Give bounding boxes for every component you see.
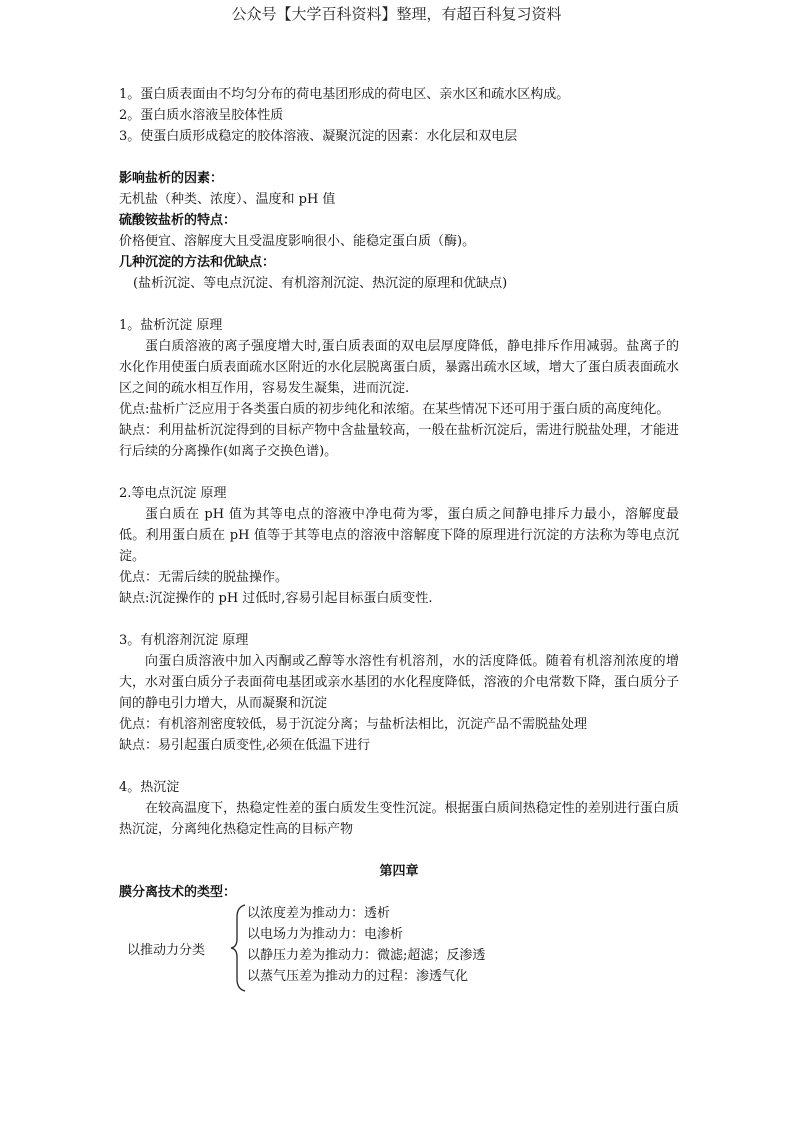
section-3-principle: 向蛋白质溶液中加入丙酮或乙醇等水溶性有机溶剂，水的活度降低。随着有机溶剂浓度的增大，水对蛋白质分子表面荷电基团或亲水基团的水化程度降低，溶液的介电常数下降，蛋白质分子间的静电引力增大，从而凝聚和沉淀 — [119, 654, 679, 711]
section-2-principle: 蛋白质在 pH 值为其等电点的溶液中净电荷为零，蛋白质之间静电排斥力最小，溶解度最低。利用蛋白质在 pH 值等于其等电点的溶液中溶解度下降的原理进行沉淀的方法称为等电点沉淀。 — [119, 507, 679, 564]
intro-point-2: 2。蛋白质水溶液呈胶体性质 — [119, 108, 284, 123]
chapter-title: 第四章 — [379, 864, 419, 879]
section-3-pros: 优点：有机溶剂密度较低，易于沉淀分离；与盐析法相比，沉淀产品不需脱盐处理 — [119, 717, 588, 732]
membrane-types-heading: 膜分离技术的类型： — [119, 885, 237, 900]
classification-item: 以电场力为推动力：电渗析 — [247, 927, 404, 942]
ammonium-sulfate-heading: 硫酸铵盐析的特点： — [119, 213, 237, 228]
classification-item: 以蒸气压差为推动力的过程：渗透气化 — [247, 969, 469, 984]
section-3-title: 3。有机溶剂沉淀 原理 — [119, 633, 249, 648]
section-2-pros: 优点：无需后续的脱盐操作。 — [119, 570, 289, 585]
precipitation-methods-heading: 几种沉淀的方法和优缺点： — [119, 255, 276, 270]
section-1-title: 1。盐析沉淀 原理 — [119, 318, 223, 333]
section-1-cons: 缺点：利用盐析沉淀得到的目标产物中含盐量较高，一般在盐析沉淀后，需进行脱盐处理，才能进行后续的分离操作(如离子交换色谱)。 — [119, 423, 679, 459]
curly-brace-icon — [229, 903, 249, 993]
section-3-cons: 缺点：易引起蛋白质变性,必须在低温下进行 — [119, 738, 371, 753]
membrane-classification — [119, 903, 679, 993]
intro-point-1: 1。蛋白质表面由不均匀分布的荷电基团形成的荷电区、亲水区和疏水区构成。 — [119, 87, 570, 102]
salting-factors-heading: 影响盐析的因素： — [119, 171, 224, 186]
document-body — [119, 84, 679, 993]
precipitation-methods-subtitle: (盐析沉淀、等电点沉淀、有机溶剂沉淀、热沉淀的原理和优缺点) — [133, 276, 508, 291]
classification-label: 以推动力分类 — [127, 943, 206, 958]
salting-factors-text: 无机盐（种类、浓度）、温度和 pH 值 — [119, 192, 336, 207]
section-1-pros: 优点:盐析广泛应用于各类蛋白质的初步纯化和浓缩。在某些情况下还可用于蛋白质的高度纯化。 — [119, 402, 670, 417]
section-4-title: 4。热沉淀 — [119, 780, 180, 795]
section-2-title: 2.等电点沉淀 原理 — [119, 486, 227, 501]
classification-items — [247, 903, 485, 987]
intro-point-3: 3。使蛋白质形成稳定的胶体溶液、凝聚沉淀的因素：水化层和双电层 — [119, 129, 518, 144]
section-1-principle: 蛋白质溶液的离子强度增大时,蛋白质表面的双电层厚度降低，静电排斥作用减弱。盐离子的水化作用使蛋白质表面疏水区附近的水化层脱离蛋白质，暴露出疏水区域，增大了蛋白质表面疏水区之间的疏水相互作用，容易发生凝集，进而沉淀. — [119, 339, 679, 396]
classification-item: 以静压力差为推动力：微滤;超滤；反渗透 — [247, 948, 486, 963]
classification-item: 以浓度差为推动力：透析 — [247, 906, 391, 921]
section-4-principle: 在较高温度下，热稳定性差的蛋白质发生变性沉淀。根据蛋白质间热稳定性的差别进行蛋白质热沉淀，分离纯化热稳定性高的目标产物 — [119, 801, 679, 837]
section-2-cons: 缺点:沉淀操作的 pH 过低时,容易引起目标蛋白质变性. — [119, 591, 433, 606]
ammonium-sulfate-text: 价格便宜、溶解度大且受温度影响很小、能稳定蛋白质（酶)。 — [119, 234, 476, 249]
page-header: 公众号【大学百科资料】整理，有超百科复习资料 — [231, 5, 562, 23]
